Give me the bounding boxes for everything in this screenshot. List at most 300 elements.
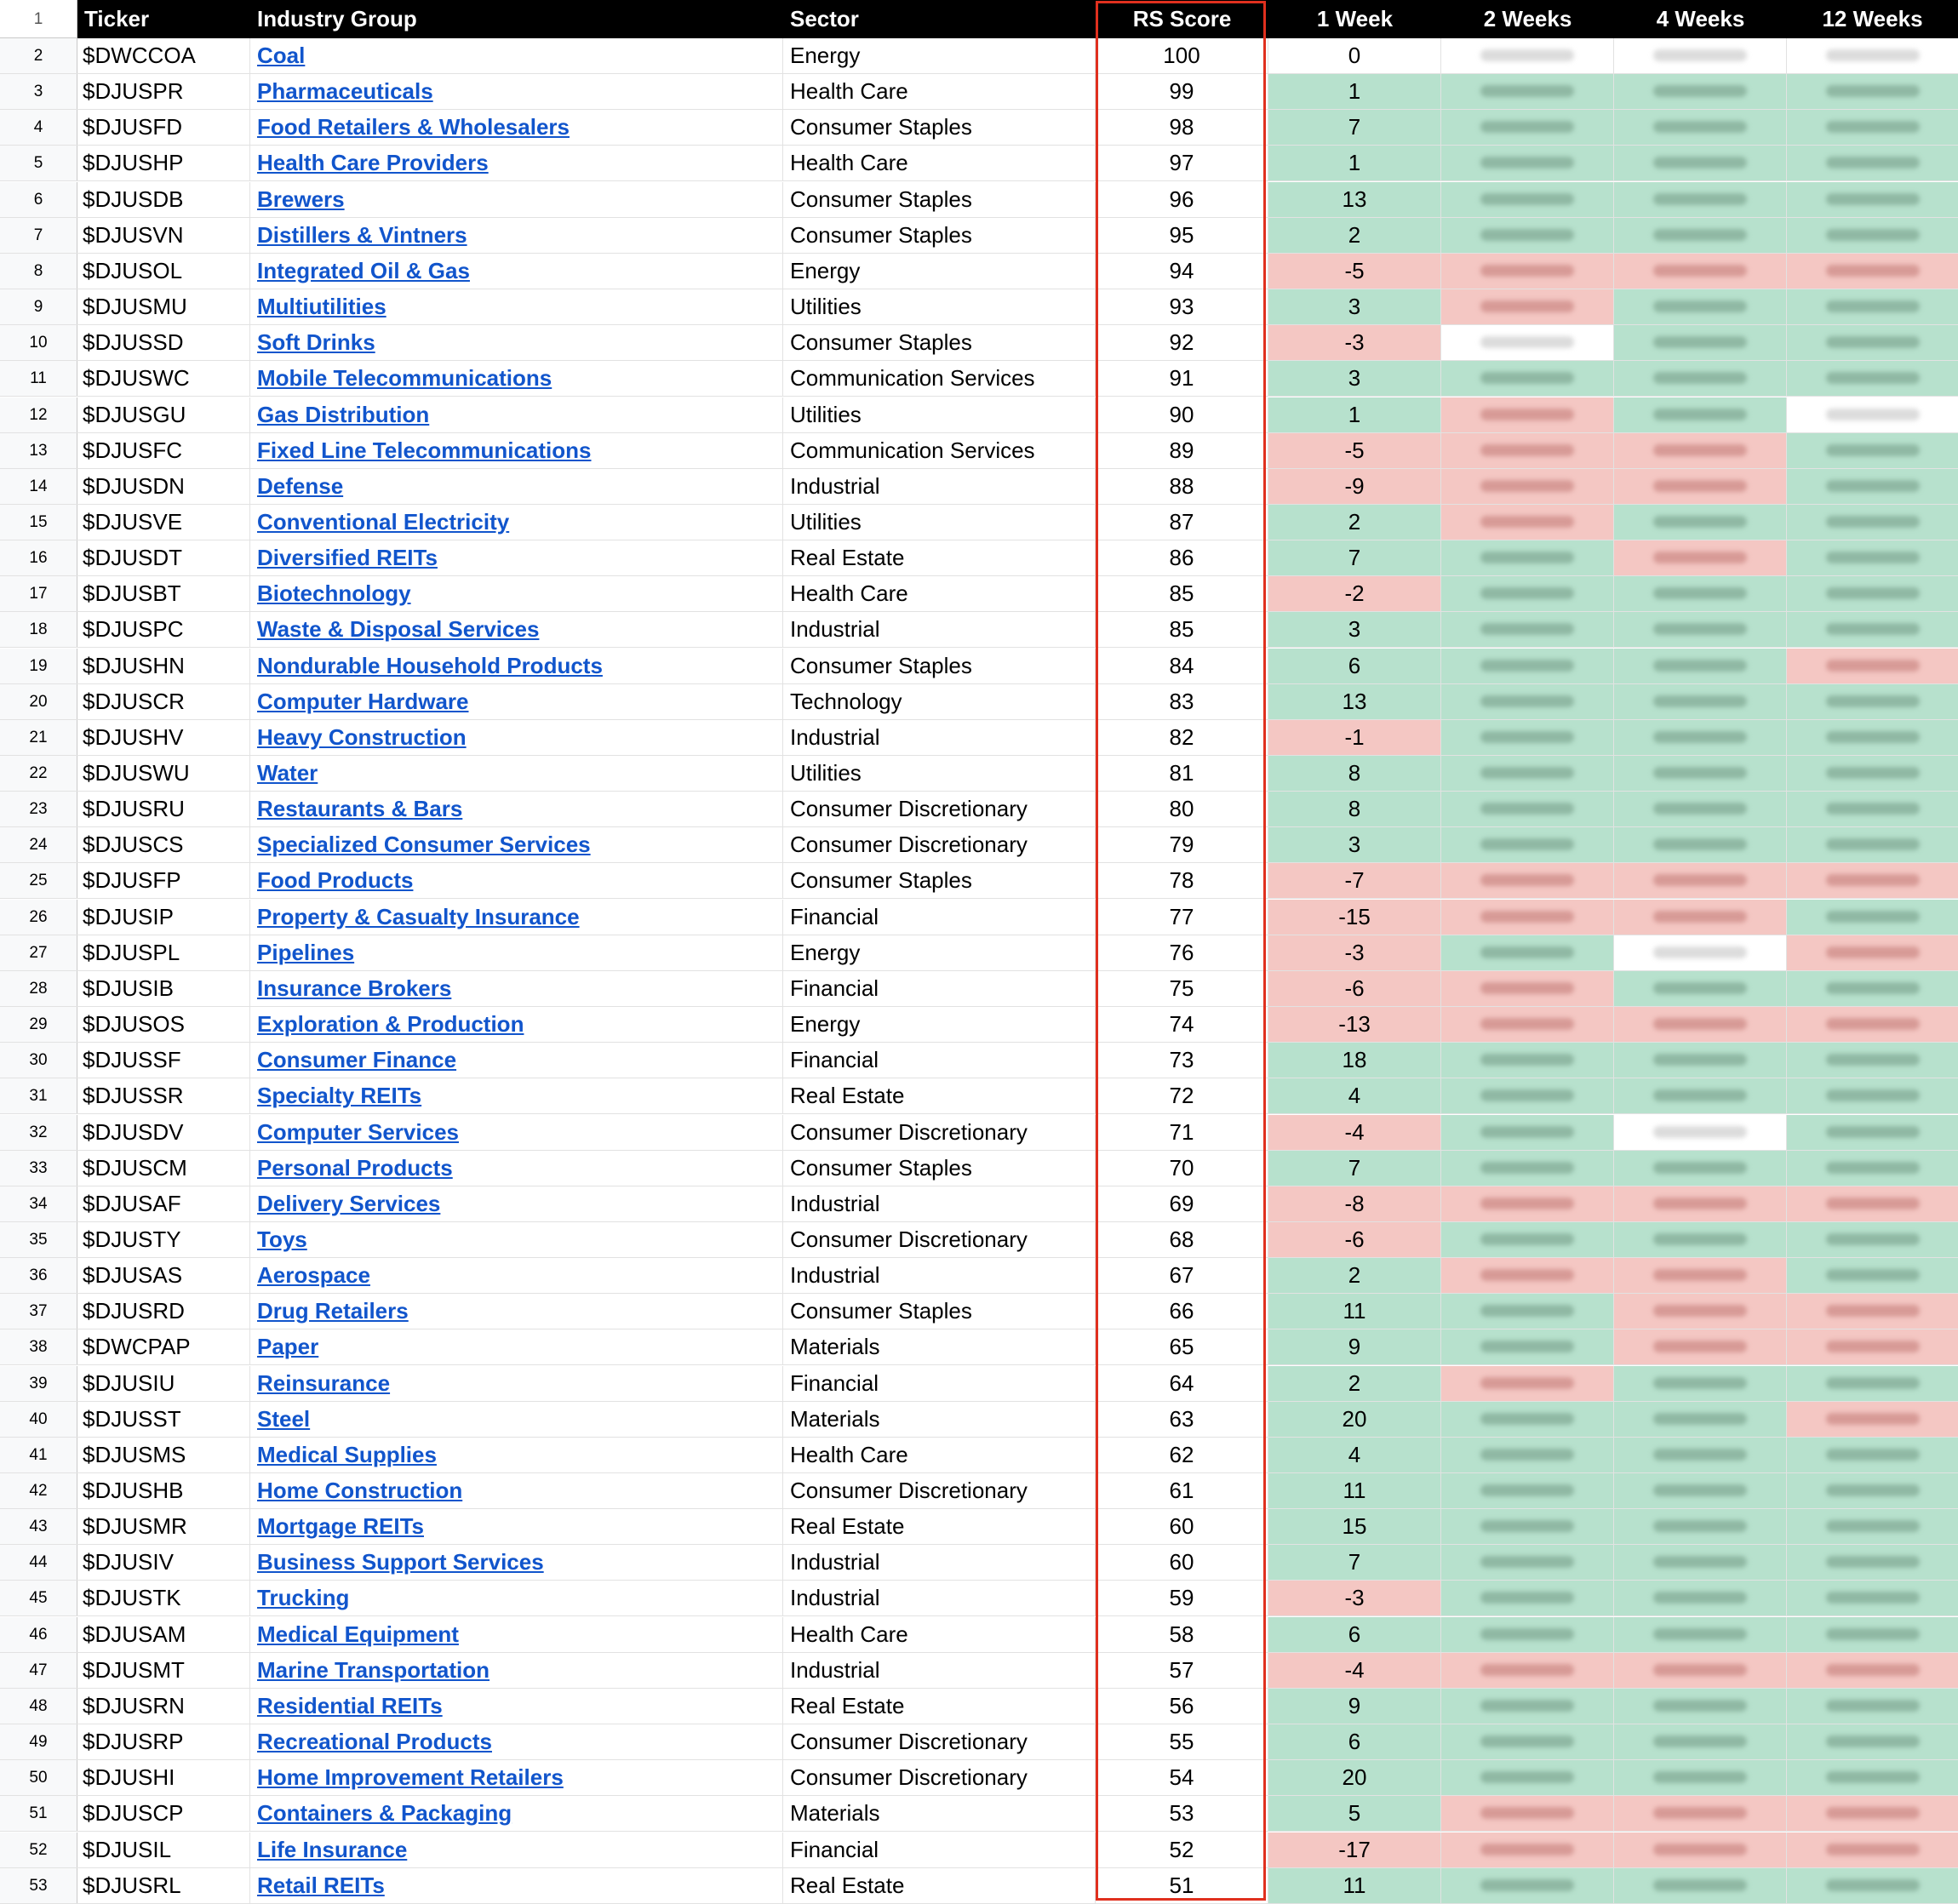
row-number[interactable]: 11 [0,361,77,396]
weeks12-change-cell[interactable] [1787,827,1958,862]
industry-group-link[interactable]: Water [257,760,318,786]
sector-cell[interactable]: Utilities [783,397,1096,432]
ticker-cell[interactable]: $DJUSHV [77,720,250,755]
sector-cell[interactable]: Consumer Staples [783,1294,1096,1329]
weeks12-change-cell[interactable] [1787,1545,1958,1580]
ticker-cell[interactable]: $DJUSAS [77,1258,250,1293]
sector-cell[interactable]: Industrial [783,469,1096,504]
rs-score-cell[interactable]: 93 [1096,289,1268,324]
industry-group-cell[interactable] [250,576,783,611]
industry-group-cell[interactable] [250,1653,783,1688]
row-number[interactable]: 39 [0,1366,77,1401]
industry-group-link[interactable]: Biotechnology [257,580,411,607]
industry-group-link[interactable]: Computer Services [257,1118,459,1145]
rs-score-cell[interactable]: 97 [1096,146,1268,180]
row-number[interactable]: 2 [0,38,77,73]
weeks2-change-cell[interactable] [1441,1366,1614,1401]
industry-group-cell[interactable] [250,1473,783,1508]
rs-score-cell[interactable]: 78 [1096,863,1268,898]
weeks12-change-cell[interactable] [1787,1833,1958,1867]
industry-group-link[interactable]: Recreational Products [257,1729,492,1755]
sector-cell[interactable]: Financial [783,900,1096,935]
industry-group-link[interactable]: Reinsurance [257,1369,391,1396]
weeks12-change-cell[interactable] [1787,1007,1958,1042]
weeks12-change-cell[interactable] [1787,649,1958,683]
sector-cell[interactable]: Consumer Staples [783,1151,1096,1186]
weeks4-change-cell[interactable] [1614,576,1787,611]
weeks4-change-cell[interactable] [1614,182,1787,217]
industry-group-cell[interactable] [250,146,783,180]
industry-group-link[interactable]: Diversified REITs [257,545,438,571]
weeks2-change-cell[interactable] [1441,1689,1614,1724]
sector-cell[interactable]: Consumer Discretionary [783,827,1096,862]
industry-group-link[interactable]: Home Construction [257,1478,463,1503]
week1-change-cell[interactable]: 6 [1268,1724,1441,1759]
weeks4-change-cell[interactable] [1614,971,1787,1006]
weeks2-change-cell[interactable] [1441,1186,1614,1221]
ticker-cell[interactable]: $DJUSRN [77,1689,250,1724]
rs-score-cell[interactable]: 73 [1096,1043,1268,1078]
week1-change-cell[interactable]: 4 [1268,1078,1441,1113]
industry-group-link[interactable]: Waste & Disposal Services [257,616,540,643]
rs-score-cell[interactable]: 65 [1096,1329,1268,1364]
weeks4-change-cell[interactable] [1614,110,1787,145]
week1-change-cell[interactable]: 1 [1268,146,1441,180]
ticker-cell[interactable]: $DJUSDB [77,182,250,217]
ticker-cell[interactable]: $DJUSWC [77,361,250,396]
rs-score-cell[interactable]: 66 [1096,1294,1268,1329]
industry-group-cell[interactable] [250,863,783,898]
rs-score-cell[interactable]: 89 [1096,433,1268,468]
sector-cell[interactable]: Consumer Discretionary [783,1760,1096,1795]
week1-change-cell[interactable]: -7 [1268,863,1441,898]
sector-cell[interactable]: Materials [783,1402,1096,1437]
industry-group-link[interactable]: Food Retailers & Wholesalers [257,114,570,140]
sector-cell[interactable]: Communication Services [783,361,1096,396]
industry-group-link[interactable]: Brewers [257,186,345,212]
sector-cell[interactable]: Financial [783,971,1096,1006]
ticker-cell[interactable]: $DWCPAP [77,1329,250,1364]
ticker-cell[interactable]: $DJUSCR [77,684,250,719]
sector-cell[interactable]: Utilities [783,505,1096,540]
row-number[interactable]: 5 [0,146,77,180]
week1-change-cell[interactable]: -3 [1268,935,1441,970]
industry-group-link[interactable]: Specialty REITs [257,1083,422,1109]
weeks4-change-cell[interactable] [1614,1796,1787,1831]
ticker-cell[interactable]: $DJUSHP [77,146,250,180]
row-number[interactable]: 51 [0,1796,77,1831]
industry-group-cell[interactable] [250,900,783,935]
weeks2-change-cell[interactable] [1441,218,1614,253]
weeks4-change-cell[interactable] [1614,1115,1787,1150]
industry-group-cell[interactable] [250,469,783,504]
weeks2-change-cell[interactable] [1441,1258,1614,1293]
weeks4-change-cell[interactable] [1614,397,1787,432]
week1-change-cell[interactable]: 5 [1268,1796,1441,1831]
weeks12-change-cell[interactable] [1787,325,1958,360]
ticker-cell[interactable]: $DJUSDN [77,469,250,504]
industry-group-link[interactable]: Home Improvement Retailers [257,1764,564,1791]
industry-group-cell[interactable] [250,1151,783,1186]
weeks2-change-cell[interactable] [1441,254,1614,289]
row-number[interactable]: 22 [0,756,77,791]
rs-score-cell[interactable]: 99 [1096,74,1268,109]
industry-group-link[interactable]: Specialized Consumer Services [257,832,591,858]
industry-group-link[interactable]: Drug Retailers [257,1298,409,1324]
weeks12-change-cell[interactable] [1787,1258,1958,1293]
sector-cell[interactable]: Financial [783,1043,1096,1078]
rs-score-cell[interactable]: 96 [1096,182,1268,217]
sector-cell[interactable]: Health Care [783,146,1096,180]
row-number[interactable]: 30 [0,1043,77,1078]
industry-group-cell[interactable] [250,1294,783,1329]
weeks4-change-cell[interactable] [1614,1760,1787,1795]
weeks4-change-cell[interactable] [1614,649,1787,683]
industry-group-link[interactable]: Conventional Electricity [257,508,510,535]
week1-change-cell[interactable]: 20 [1268,1760,1441,1795]
ticker-cell[interactable]: $DJUSDV [77,1115,250,1150]
row-number[interactable]: 4 [0,110,77,145]
rs-score-cell[interactable]: 58 [1096,1617,1268,1652]
rs-score-cell[interactable]: 59 [1096,1581,1268,1615]
industry-group-cell[interactable] [250,827,783,862]
weeks12-change-cell[interactable] [1787,720,1958,755]
weeks4-change-cell[interactable] [1614,146,1787,180]
weeks4-change-cell[interactable] [1614,720,1787,755]
sector-cell[interactable]: Energy [783,38,1096,73]
row-number[interactable]: 15 [0,505,77,540]
industry-group-link[interactable]: Food Products [257,867,414,894]
rs-score-cell[interactable]: 79 [1096,827,1268,862]
ticker-cell[interactable]: $DJUSFP [77,863,250,898]
sector-column-header[interactable]: Sector [790,6,859,31]
industry-group-link[interactable]: Property & Casualty Insurance [257,903,580,929]
rs-score-cell[interactable]: 75 [1096,971,1268,1006]
weeks2-change-cell[interactable] [1441,863,1614,898]
ticker-cell[interactable]: $DJUSIP [77,900,250,935]
week1-change-cell[interactable]: -8 [1268,1186,1441,1221]
week1-change-cell[interactable]: 2 [1268,218,1441,253]
ticker-cell[interactable]: $DJUSMT [77,1653,250,1688]
weeks4-change-cell[interactable] [1614,1509,1787,1544]
weeks12-change-cell[interactable] [1787,612,1958,647]
ticker-cell[interactable]: $DJUSPL [77,935,250,970]
week1-change-cell[interactable]: 7 [1268,540,1441,575]
rs-score-cell[interactable]: 53 [1096,1796,1268,1831]
week1-change-cell[interactable]: 1 [1268,397,1441,432]
weeks12-change-cell[interactable] [1787,1115,1958,1150]
row-number[interactable]: 32 [0,1115,77,1150]
row-number[interactable]: 45 [0,1581,77,1615]
sector-cell[interactable]: Real Estate [783,540,1096,575]
week1-change-cell[interactable]: 8 [1268,756,1441,791]
industry-group-link[interactable]: Integrated Oil & Gas [257,257,470,283]
weeks12-change-cell[interactable] [1787,1581,1958,1615]
week1-change-cell[interactable]: 3 [1268,827,1441,862]
week1-change-cell[interactable]: -2 [1268,576,1441,611]
week1-column-header[interactable]: 1 Week [1316,6,1394,31]
sector-cell[interactable]: Consumer Staples [783,110,1096,145]
weeks4-change-cell[interactable] [1614,433,1787,468]
row-number[interactable]: 47 [0,1653,77,1688]
weeks12-change-cell[interactable] [1787,1222,1958,1257]
rs-score-cell[interactable]: 87 [1096,505,1268,540]
sector-cell[interactable]: Industrial [783,612,1096,647]
rs-score-cell[interactable]: 94 [1096,254,1268,289]
rs-score-cell[interactable]: 80 [1096,792,1268,826]
industry-group-link[interactable]: Trucking [257,1585,350,1611]
weeks2-change-cell[interactable] [1441,827,1614,862]
weeks2-change-cell[interactable] [1441,433,1614,468]
week1-change-cell[interactable]: 2 [1268,1366,1441,1401]
row-number[interactable]: 53 [0,1868,77,1903]
ticker-cell[interactable]: $DWCCOA [77,38,250,73]
industry-group-cell[interactable] [250,1796,783,1831]
weeks4-change-cell[interactable] [1614,863,1787,898]
ticker-cell[interactable]: $DJUSIU [77,1366,250,1401]
industry-group-cell[interactable] [250,649,783,683]
row-number[interactable]: 17 [0,576,77,611]
industry-group-link[interactable]: Medical Equipment [257,1621,459,1647]
industry-group-cell[interactable] [250,325,783,360]
row-number[interactable]: 9 [0,289,77,324]
industry-group-cell[interactable] [250,433,783,468]
weeks2-change-cell[interactable] [1441,74,1614,109]
row-number[interactable]: 44 [0,1545,77,1580]
week1-change-cell[interactable]: -4 [1268,1115,1441,1150]
industry-group-link[interactable]: Restaurants & Bars [257,796,463,822]
weeks12-change-cell[interactable] [1787,469,1958,504]
sector-cell[interactable]: Consumer Discretionary [783,1115,1096,1150]
industry-group-cell[interactable] [250,1007,783,1042]
ticker-cell[interactable]: $DJUSVE [77,505,250,540]
sector-cell[interactable]: Industrial [783,1653,1096,1688]
industry-group-cell[interactable] [250,1833,783,1867]
weeks2-column-header[interactable]: 2 Weeks [1483,6,1572,31]
sector-cell[interactable]: Technology [783,684,1096,719]
ticker-cell[interactable]: $DJUSMR [77,1509,250,1544]
ticker-cell[interactable]: $DJUSMU [77,289,250,324]
industry-group-cell[interactable] [250,110,783,145]
ticker-cell[interactable]: $DJUSPR [77,74,250,109]
weeks2-change-cell[interactable] [1441,792,1614,826]
week1-change-cell[interactable]: 4 [1268,1438,1441,1472]
row-number[interactable]: 29 [0,1007,77,1042]
sector-cell[interactable]: Consumer Staples [783,863,1096,898]
industry-group-cell[interactable] [250,612,783,647]
weeks2-change-cell[interactable] [1441,1402,1614,1437]
industry-group-cell[interactable] [250,1366,783,1401]
row-number[interactable]: 16 [0,540,77,575]
ticker-cell[interactable]: $DJUSRU [77,792,250,826]
industry-group-cell[interactable] [250,971,783,1006]
weeks12-change-cell[interactable] [1787,433,1958,468]
weeks4-change-cell[interactable] [1614,684,1787,719]
sector-cell[interactable]: Real Estate [783,1868,1096,1903]
weeks2-change-cell[interactable] [1441,1473,1614,1508]
rs-score-cell[interactable]: 95 [1096,218,1268,253]
industry-group-link[interactable]: Pharmaceuticals [257,78,433,105]
row-number[interactable]: 10 [0,325,77,360]
sector-cell[interactable]: Communication Services [783,433,1096,468]
industry-group-link[interactable]: Distillers & Vintners [257,221,467,248]
ticker-cell[interactable]: $DJUSRL [77,1868,250,1903]
industry-group-link[interactable]: Mortgage REITs [257,1513,424,1540]
industry-group-link[interactable]: Gas Distribution [257,401,430,427]
industry-group-cell[interactable] [250,505,783,540]
industry-group-link[interactable]: Health Care Providers [257,150,489,176]
weeks12-change-cell[interactable] [1787,1724,1958,1759]
weeks4-change-cell[interactable] [1614,1222,1787,1257]
ticker-cell[interactable]: $DJUSAF [77,1186,250,1221]
sector-cell[interactable]: Financial [783,1833,1096,1867]
weeks2-change-cell[interactable] [1441,1007,1614,1042]
industry-group-cell[interactable] [250,1186,783,1221]
industry-group-link[interactable]: Delivery Services [257,1190,441,1216]
ticker-column-header[interactable]: Ticker [84,6,150,31]
week1-change-cell[interactable]: 20 [1268,1402,1441,1437]
weeks2-change-cell[interactable] [1441,1115,1614,1150]
weeks2-change-cell[interactable] [1441,1509,1614,1544]
weeks2-change-cell[interactable] [1441,1043,1614,1078]
weeks4-change-cell[interactable] [1614,469,1787,504]
industry-group-link[interactable]: Consumer Finance [257,1047,457,1073]
weeks4-change-cell[interactable] [1614,1438,1787,1472]
weeks2-change-cell[interactable] [1441,935,1614,970]
row-number[interactable]: 20 [0,684,77,719]
rs-score-cell[interactable]: 51 [1096,1868,1268,1903]
weeks12-change-cell[interactable] [1787,1796,1958,1831]
week1-change-cell[interactable]: 13 [1268,182,1441,217]
weeks4-change-cell[interactable] [1614,1689,1787,1724]
weeks12-change-cell[interactable] [1787,935,1958,970]
rs-score-cell[interactable]: 57 [1096,1653,1268,1688]
week1-change-cell[interactable]: -6 [1268,971,1441,1006]
industry-group-link[interactable]: Insurance Brokers [257,975,452,1001]
weeks12-change-cell[interactable] [1787,1473,1958,1508]
industry-group-cell[interactable] [250,361,783,396]
weeks4-change-cell[interactable] [1614,1366,1787,1401]
row-number[interactable]: 26 [0,900,77,935]
rs-score-cell[interactable]: 86 [1096,540,1268,575]
row-number[interactable]: 40 [0,1402,77,1437]
industry-group-link[interactable]: Pipelines [257,939,355,965]
weeks2-change-cell[interactable] [1441,469,1614,504]
weeks4-change-cell[interactable] [1614,218,1787,253]
row-number[interactable]: 33 [0,1151,77,1186]
ticker-cell[interactable]: $DJUSWU [77,756,250,791]
row-number[interactable]: 3 [0,74,77,109]
row-number[interactable]: 37 [0,1294,77,1329]
sector-cell[interactable]: Utilities [783,289,1096,324]
weeks2-change-cell[interactable] [1441,540,1614,575]
industry-group-cell[interactable] [250,1078,783,1113]
weeks12-change-cell[interactable] [1787,1294,1958,1329]
weeks12-change-cell[interactable] [1787,1689,1958,1724]
week1-change-cell[interactable]: -5 [1268,433,1441,468]
row-number[interactable]: 19 [0,649,77,683]
weeks12-change-cell[interactable] [1787,254,1958,289]
industry-group-cell[interactable] [250,1509,783,1544]
row-number[interactable]: 52 [0,1833,77,1867]
weeks12-change-cell[interactable] [1787,756,1958,791]
row-number[interactable]: 12 [0,397,77,432]
rs-score-cell[interactable]: 77 [1096,900,1268,935]
weeks4-change-cell[interactable] [1614,756,1787,791]
week1-change-cell[interactable]: -3 [1268,1581,1441,1615]
week1-change-cell[interactable]: 6 [1268,649,1441,683]
rs-score-cell[interactable]: 72 [1096,1078,1268,1113]
weeks4-change-cell[interactable] [1614,74,1787,109]
industry-group-cell[interactable] [250,1689,783,1724]
ticker-cell[interactable]: $DJUSMS [77,1438,250,1472]
week1-change-cell[interactable]: 6 [1268,1617,1441,1652]
weeks2-change-cell[interactable] [1441,1294,1614,1329]
rs-score-cell[interactable]: 54 [1096,1760,1268,1795]
rs-score-cell[interactable]: 84 [1096,649,1268,683]
sector-cell[interactable]: Industrial [783,1258,1096,1293]
rs-score-cell[interactable]: 67 [1096,1258,1268,1293]
row-number[interactable]: 43 [0,1509,77,1544]
industry-group-link[interactable]: Heavy Construction [257,723,467,750]
weeks4-change-cell[interactable] [1614,827,1787,862]
sector-cell[interactable]: Real Estate [783,1509,1096,1544]
sector-cell[interactable]: Industrial [783,1545,1096,1580]
industry-group-cell[interactable] [250,38,783,73]
weeks2-change-cell[interactable] [1441,1078,1614,1113]
sector-cell[interactable]: Financial [783,1366,1096,1401]
ticker-cell[interactable]: $DJUSIB [77,971,250,1006]
week1-change-cell[interactable]: 3 [1268,289,1441,324]
industry-group-cell[interactable] [250,218,783,253]
industry-group-cell[interactable] [250,935,783,970]
sector-cell[interactable]: Energy [783,935,1096,970]
week1-change-cell[interactable]: -3 [1268,325,1441,360]
sector-cell[interactable]: Health Care [783,1617,1096,1652]
sector-cell[interactable]: Materials [783,1329,1096,1364]
industry-group-cell[interactable] [250,1438,783,1472]
weeks2-change-cell[interactable] [1441,397,1614,432]
weeks2-change-cell[interactable] [1441,576,1614,611]
weeks2-change-cell[interactable] [1441,612,1614,647]
weeks4-column-header[interactable]: 4 Weeks [1656,6,1745,31]
industry-group-cell[interactable] [250,720,783,755]
industry-group-link[interactable]: Coal [257,43,306,68]
week1-change-cell[interactable]: -4 [1268,1653,1441,1688]
rs-score-cell[interactable]: 83 [1096,684,1268,719]
sector-cell[interactable]: Industrial [783,720,1096,755]
weeks12-change-cell[interactable] [1787,505,1958,540]
industry-group-cell[interactable] [250,1402,783,1437]
industry-group-link[interactable]: Marine Transportation [257,1656,490,1683]
row-number[interactable]: 18 [0,612,77,647]
ticker-cell[interactable]: $DJUSCP [77,1796,250,1831]
sector-cell[interactable]: Consumer Discretionary [783,1222,1096,1257]
ticker-cell[interactable]: $DJUSBT [77,576,250,611]
sector-cell[interactable]: Health Care [783,74,1096,109]
industry-group-cell[interactable] [250,1258,783,1293]
industry-group-cell[interactable] [250,1043,783,1078]
week1-change-cell[interactable]: 15 [1268,1509,1441,1544]
rs-score-cell[interactable]: 98 [1096,110,1268,145]
sector-cell[interactable]: Energy [783,254,1096,289]
ticker-cell[interactable]: $DJUSRP [77,1724,250,1759]
industry-group-link[interactable]: Multiutilities [257,294,386,320]
weeks12-change-cell[interactable] [1787,38,1958,73]
industry-group-cell[interactable] [250,684,783,719]
rs-score-cell[interactable]: 60 [1096,1545,1268,1580]
weeks4-change-cell[interactable] [1614,1473,1787,1508]
